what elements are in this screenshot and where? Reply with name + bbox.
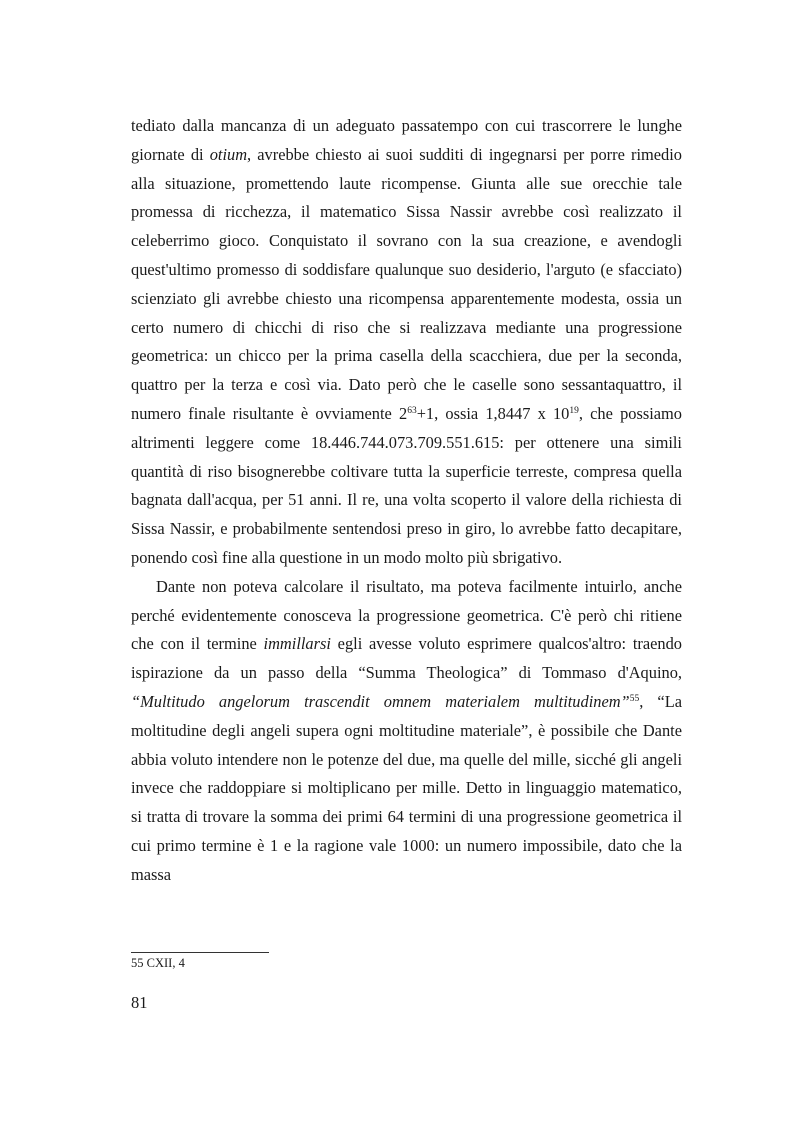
paragraph-1-italic-otium: otium (209, 144, 248, 164)
paragraph-1-text-c: +1, ossia 1,8447 x 10 (416, 403, 570, 423)
body-text (131, 112, 682, 890)
footnote-reference[interactable]: 55 (629, 693, 640, 704)
paragraph-1-text-a: tediato dalla mancanza di un adeguato passatempo con cui trascorrere le lunghe giornate di (131, 116, 682, 164)
paragraph-2-italic-immillarsi: immillarsi (263, 634, 331, 654)
paragraph-1 (131, 112, 682, 573)
footnote: 55 CXII, 4 (131, 956, 185, 970)
footnote-separator (131, 952, 269, 953)
exponent-63: 63 (407, 405, 417, 416)
page-number: 81 (131, 993, 148, 1012)
paragraph-2-text-a: Dante non poteva calcolare il risultato, ma poteva facilmente intuirlo, anche perché evidentemente conosceva la progressione geometrica. C'è però chi ritiene che con il termine (131, 576, 682, 654)
paragraph-2-text-c: , “La moltitudine degli angeli supera ogni moltitudine materiale”, è possibile che Dante abbia voluto intendere non le potenze del due, ma quelle del mille, sicché gli angeli invece che raddoppiare si moltiplicano per mille. Detto in linguaggio matematico, si tratta di trovare la somma dei primi 64 termini di una progressione geometrica il cui primo termine è 1 e la ragione vale 1000: un numero impossibile, dato che la massa (131, 691, 682, 884)
latin-quote: “Multitudo angelorum trascendit omnem materialem multitudinem” (131, 691, 630, 711)
paragraph-2-text-b: egli avesse voluto esprimere qualcos'altro: traendo ispirazione da un passo della “Summa Theologica” di Tommaso d'Aquino, (131, 634, 682, 683)
paragraph-1-text-b: , avrebbe chiesto ai suoi sudditi di ingegnarsi per porre rimedio alla situazione, promettendo laute ricompense. Giunta alle sue orecchie tale promessa di ricchezza, il matematico Sissa Nassir avrebbe così realizzato il celeberrimo gioco. Conquistato il sovrano con la sua creazione, e avendogli quest'ultimo promesso di soddisfare qualunque suo desiderio, l'arguto (e sfacciato) scienziato gli avrebbe chiesto una ricompensa apparentemente modesta, ossia un certo numero di chicchi di riso che si realizzava mediante una progressione geometrica: un chicco per la prima casella della scacchiera, due per la seconda, quattro per la terza e così via. Dato però che le caselle sono sessantaquattro, il numero finale risultante è ovviamente 2 (131, 144, 682, 423)
paragraph-2 (131, 573, 682, 890)
exponent-19: 19 (569, 405, 579, 416)
paragraph-1-text-d: , che possiamo altrimenti leggere come 18.446.744.073.709.551.615: per ottenere una simili quantità di riso bisognerebbe coltivare tutta la superficie terreste, compresa quella bagnata dall'acqua, per 51 anni. Il re, una volta scoperto il valore della richiesta di Sissa Nassir, e probabilmente sentendosi preso in giro, lo avrebbe fatto decapitare, ponendo così fine alla questione in un modo molto più sbrigativo. (131, 403, 682, 567)
